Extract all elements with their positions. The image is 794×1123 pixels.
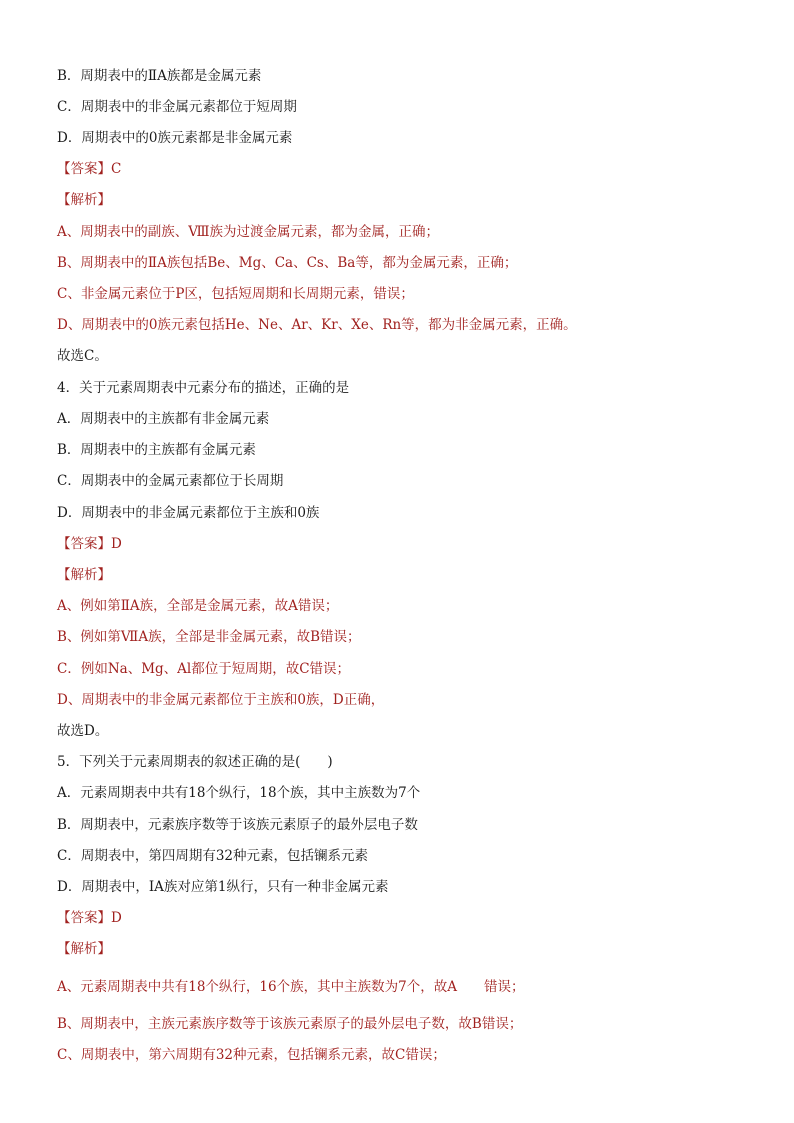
explanation-line: A、例如第ⅡA族，全部是金属元素，故A错误； bbox=[57, 598, 339, 614]
conclusion-q4: 故选D。 bbox=[57, 723, 109, 739]
explanation-line: B、例如第ⅦA族，全部是非金属元素，故B错误； bbox=[57, 629, 361, 645]
option-d-q5: D．周期表中，ⅠA族对应第1纵行，只有一种非金属元素 bbox=[57, 879, 389, 895]
explanation-line: B、周期表中，主族元素族序数等于该族元素原子的最外层电子数，故B错误； bbox=[57, 1016, 523, 1032]
analysis-heading-q3: 【解析】 bbox=[57, 192, 111, 208]
analysis-heading-q4: 【解析】 bbox=[57, 567, 111, 583]
analysis-heading-q5: 【解析】 bbox=[57, 941, 111, 957]
answer-q4: 【答案】D bbox=[57, 536, 122, 552]
option-a-q5: A．元素周期表中共有18个纵行，18个族，其中主族数为7个 bbox=[57, 785, 421, 801]
explanation-line: A、周期表中的副族、Ⅷ族为过渡金属元素，都为金属，正确； bbox=[57, 224, 440, 240]
question-4-stem: 4．关于元素周期表中元素分布的描述，正确的是 bbox=[57, 380, 350, 396]
explanation-line: C、周期表中，第六周期有32种元素，包括镧系元素，故C错误； bbox=[57, 1047, 446, 1063]
conclusion-q3: 故选C。 bbox=[57, 348, 108, 364]
answer-q5: 【答案】D bbox=[57, 910, 122, 926]
explanation-line: A、元素周期表中共有18个纵行，16个族，其中主族数为7个，故A 错误； bbox=[57, 979, 525, 995]
option-a-q4: A．周期表中的主族都有非金属元素 bbox=[57, 411, 270, 427]
answer-q3: 【答案】C bbox=[57, 161, 122, 177]
option-b-q5: B．周期表中，元素族序数等于该族元素原子的最外层电子数 bbox=[57, 817, 418, 833]
explanation-line: C、非金属元素位于P区，包括短周期和长周期元素，错误； bbox=[57, 286, 414, 302]
option-c-q3: C．周期表中的非金属元素都位于短周期 bbox=[57, 99, 297, 115]
explanation-line: D、周期表中的0族元素包括He、Ne、Ar、Kr、Xe、Rn等，都为非金属元素，正确。 bbox=[57, 317, 577, 333]
question-5-stem: 5．下列关于元素周期表的叙述正确的是( ) bbox=[57, 754, 333, 770]
option-c-q5: C．周期表中，第四周期有32种元素，包括镧系元素 bbox=[57, 848, 369, 864]
explanation-line: C．例如Na、Mg、Al都位于短周期，故C错误； bbox=[57, 661, 351, 677]
explanation-line: B、周期表中的ⅡA族包括Be、Mg、Ca、Cs、Ba等，都为金属元素，正确； bbox=[57, 255, 518, 271]
option-d-q4: D．周期表中的非金属元素都位于主族和0族 bbox=[57, 505, 320, 521]
option-c-q4: C．周期表中的金属元素都位于长周期 bbox=[57, 473, 284, 489]
explanation-line: D、周期表中的非金属元素都位于主族和0族，D正确， bbox=[57, 692, 385, 708]
option-b-q3: B．周期表中的ⅡA族都是金属元素 bbox=[57, 68, 262, 84]
option-d-q3: D．周期表中的0族元素都是非金属元素 bbox=[57, 130, 293, 146]
option-b-q4: B．周期表中的主族都有金属元素 bbox=[57, 442, 256, 458]
